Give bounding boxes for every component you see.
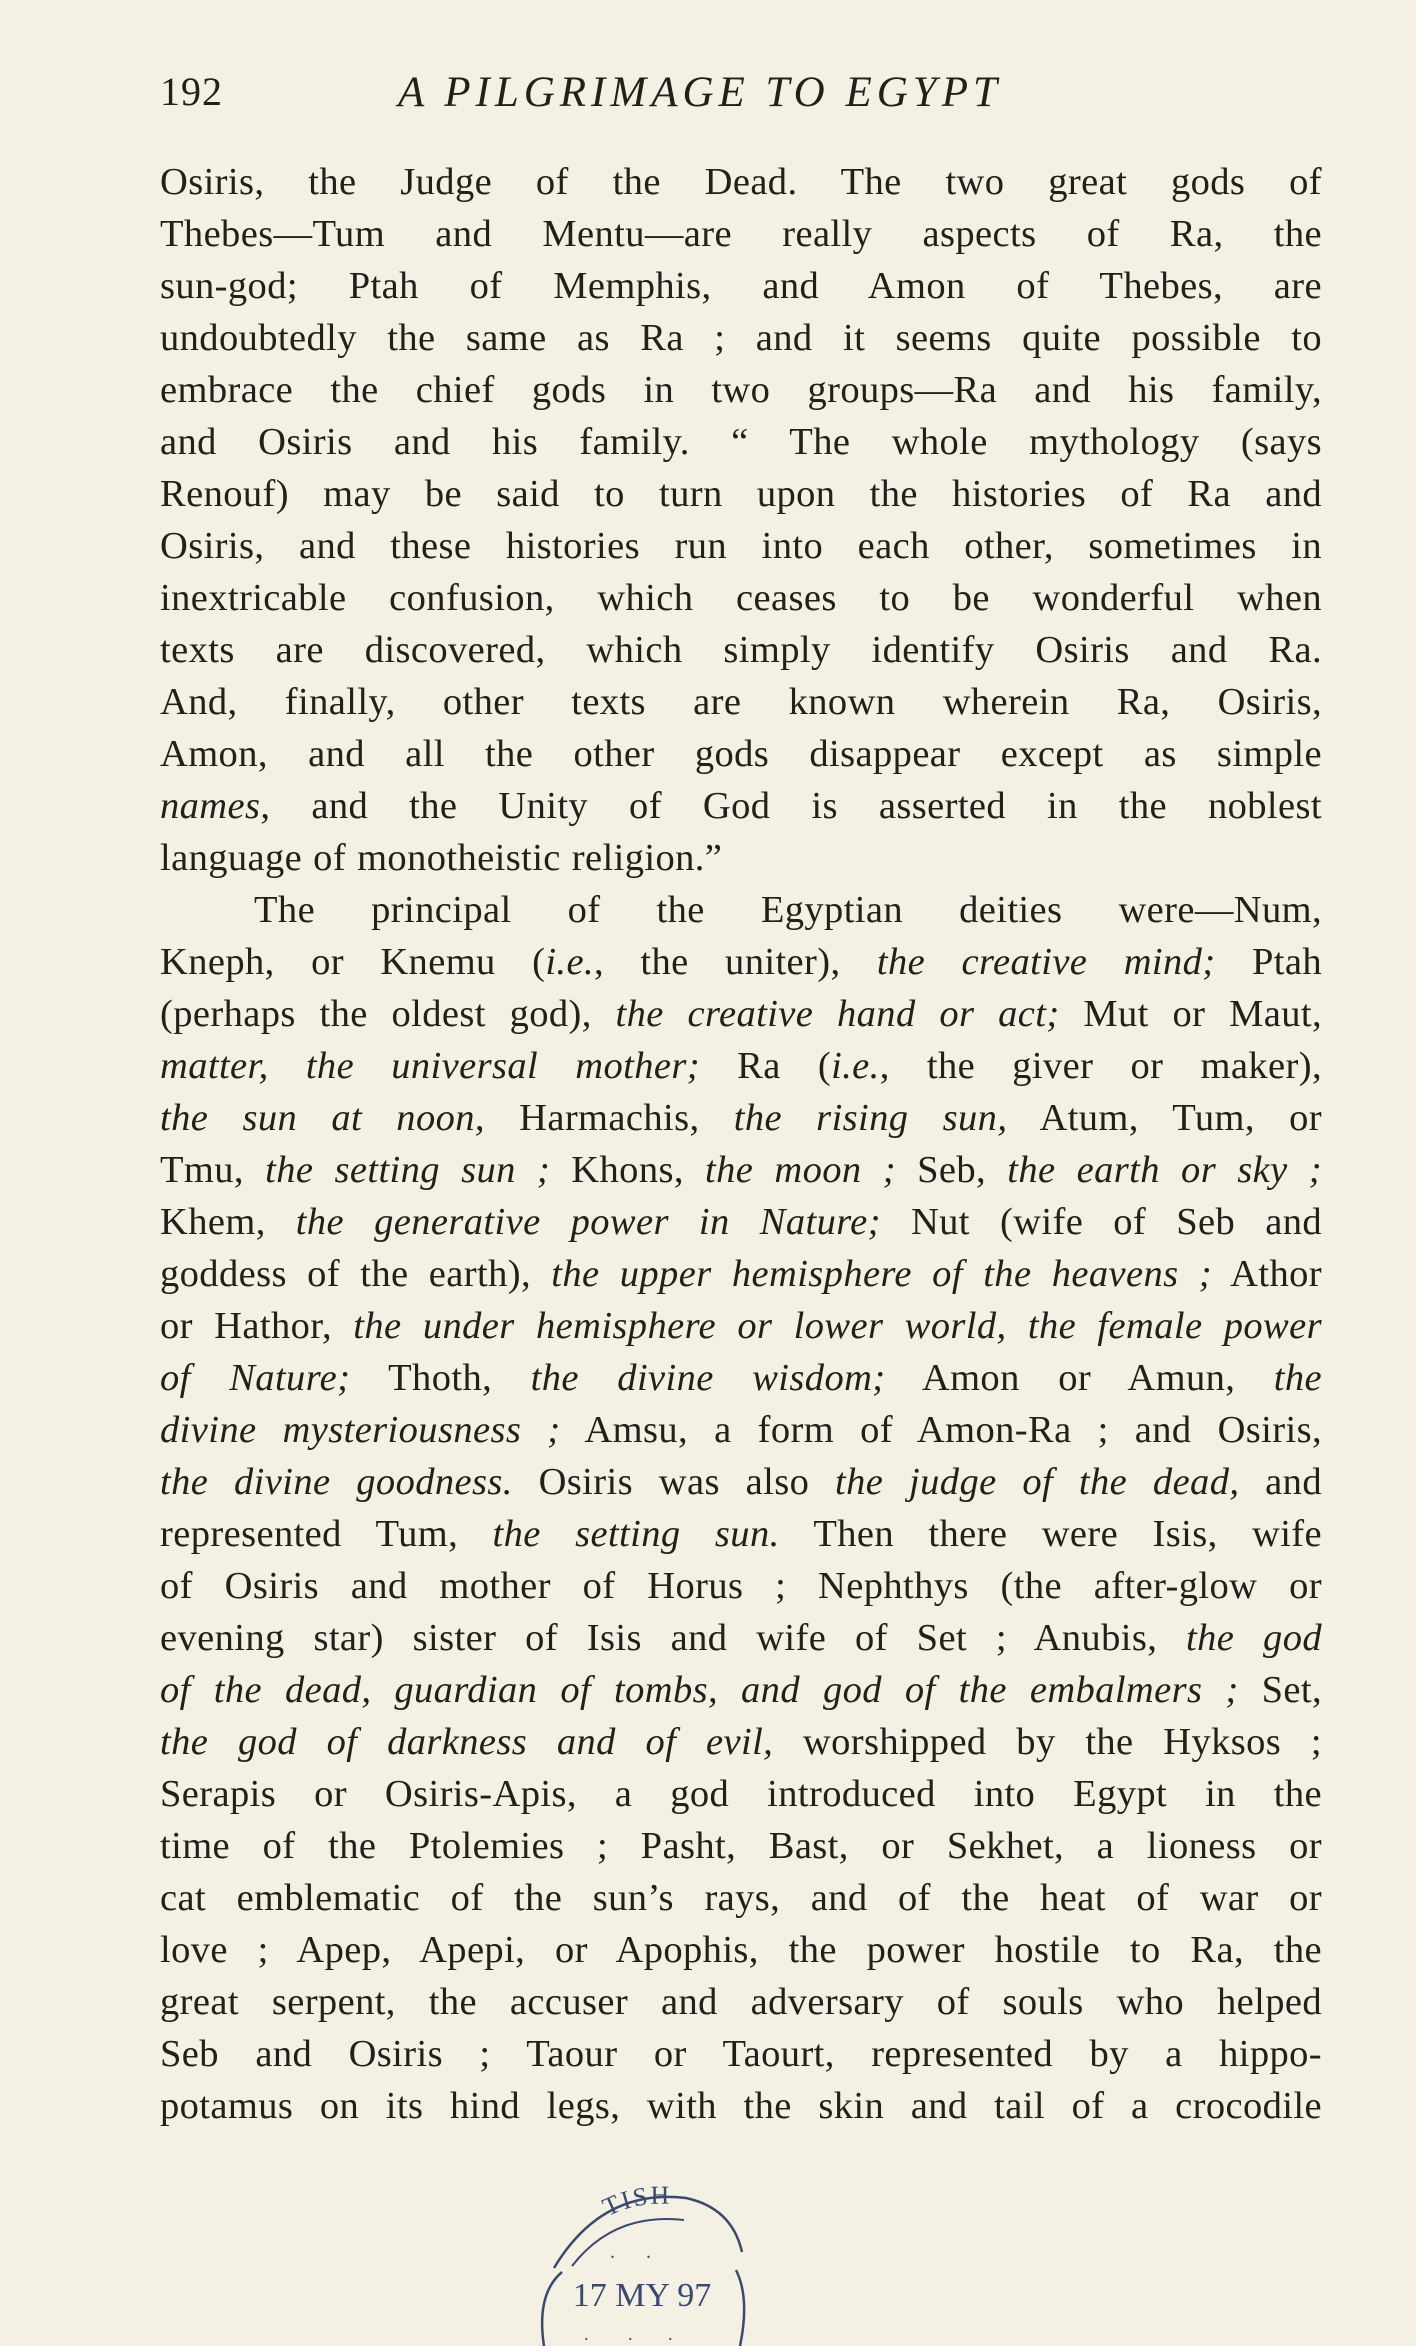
text-line [160, 1196, 1322, 1248]
italic-phrase: divine mysteriousness ; [160, 1409, 561, 1451]
library-stamp [528, 2186, 756, 2346]
italic-phrase: the moon ; [705, 1149, 896, 1191]
text-line: Osiris, and these histories run into each other, sometimes in [160, 525, 1322, 567]
text-segment: Mut or Maut, [1059, 993, 1322, 1035]
text-segment: Khem, [160, 1201, 296, 1243]
text-segment: Ra ( [699, 1045, 832, 1087]
italic-phrase: the divine wisdom; [530, 1357, 886, 1399]
italic-phrase: the generative power in Nature; [295, 1201, 881, 1243]
text-line: Renouf) may be said to turn upon the histories of Ra and [160, 473, 1322, 515]
text-line: Thebes—Tum and Mentu—are really aspects of Ra, the [160, 213, 1322, 255]
stamp-date: 17 MY 97 [572, 2277, 712, 2314]
italic-phrase: the under hemisphere or lower world, the female power [353, 1305, 1322, 1347]
running-head [160, 68, 1320, 128]
text-line [160, 1508, 1322, 1560]
text-segment: (perhaps the oldest god), [160, 993, 616, 1035]
text-segment: , the giver or maker), [879, 1045, 1322, 1087]
stamp-right-edge [736, 2270, 744, 2346]
text-line [160, 1300, 1322, 1352]
text-segment: represented Tum, [160, 1513, 493, 1555]
stamp-dot: . [668, 2324, 673, 2344]
text-segment: Osiris was also [512, 1461, 836, 1503]
text-line: inextricable confusion, which ceases to be wonderful when [160, 577, 1322, 619]
text-segment: Amsu, a form of Amon-Ra ; and Osiris, [560, 1409, 1322, 1451]
text-line: Serapis or Osiris-Apis, a god introduced into Egypt in the [160, 1773, 1322, 1815]
italic-phrase: the [1273, 1357, 1322, 1399]
text-line [160, 988, 1322, 1040]
text-line: embrace the chief gods in two groups—Ra and his family, [160, 369, 1322, 411]
stamp-graphic [528, 2186, 756, 2346]
italic-phrase: the earth or sky ; [1007, 1149, 1322, 1191]
text-segment: or Hathor, [160, 1305, 354, 1347]
text-line: of Osiris and mother of Horus ; Nephthys (the after-glow or [160, 1565, 1322, 1607]
text-segment: Atum, Tum, or [1007, 1097, 1322, 1139]
text-segment: Nut (wife of Seb and [880, 1201, 1322, 1243]
text-segment: Then there were Isis, wife [779, 1513, 1322, 1555]
italic-phrase: the god of darkness and of evil, [160, 1721, 774, 1763]
text-line: sun-god; Ptah of Memphis, and Amon of Thebes, are [160, 265, 1322, 307]
text-segment: evening star) sister of Isis and wife of Set ; Anubis, [160, 1617, 1187, 1659]
text-line [160, 936, 1322, 988]
text-segment: Kneph, or Knemu ( [160, 941, 546, 983]
text-line: cat emblematic of the sun’s rays, and of the heat of war or [160, 1877, 1322, 1919]
text-segment: Set, [1238, 1669, 1322, 1711]
stamp-left-edge [542, 2272, 562, 2346]
stamp-dot: . [628, 2324, 633, 2344]
text-segment: Seb, [895, 1149, 1008, 1191]
text-line: texts are discovered, which simply identify Osiris and Ra. [160, 629, 1322, 671]
text-segment: Tmu, [160, 1149, 266, 1191]
text-segment: goddess of the earth), [160, 1253, 552, 1295]
text-line: and Osiris and his family. “ The whole mythology (says [160, 421, 1322, 463]
italic-phrase: the creative mind; [876, 941, 1216, 983]
text-segment: , the uniter), [593, 941, 877, 983]
stamp-arc-text: TISH [598, 2186, 672, 2222]
italic-phrase: i.e. [831, 1045, 880, 1087]
stamp-dot: . [584, 2324, 589, 2344]
text-line [160, 1092, 1322, 1144]
text-line [160, 1248, 1322, 1300]
italic-phrase: of the dead, guardian of tombs, and god of the embalmers ; [160, 1669, 1239, 1711]
text-line [160, 1404, 1322, 1456]
text-segment: Khons, [550, 1149, 706, 1191]
italic-phrase: i.e. [545, 941, 594, 983]
text-line: language of monotheistic religion.” [160, 837, 723, 879]
text-segment: Amon or Amun, [885, 1357, 1274, 1399]
italic-phrase: the rising sun, [733, 1097, 1008, 1139]
text-line [160, 780, 1322, 832]
italic-phrase: the sun at noon, [160, 1097, 485, 1139]
italic-phrase: the god [1186, 1617, 1323, 1659]
text-line: And, finally, other texts are known wherein Ra, Osiris, [160, 681, 1322, 723]
stamp-dot: . [610, 2241, 615, 2263]
text-line: The principal of the Egyptian deities were—Num, [254, 889, 1322, 931]
text-segment: and [1239, 1461, 1322, 1503]
text-line [160, 1612, 1322, 1664]
text-segment: Athor [1212, 1253, 1322, 1295]
text-line [160, 1040, 1322, 1092]
book-title: A PILGRIMAGE TO EGYPT [398, 69, 1002, 116]
body-text [160, 156, 1322, 2132]
text-line: undoubtedly the same as Ra ; and it seems quite possible to [160, 317, 1322, 359]
text-line [160, 1144, 1322, 1196]
italic-phrase: the judge of the dead, [835, 1461, 1240, 1503]
stamp-dot: . [646, 2241, 651, 2263]
italic-phrase: the divine goodness. [160, 1461, 513, 1503]
italic-phrase: matter, the universal mother; [160, 1045, 700, 1087]
text-line: great serpent, the accuser and adversary of souls who helped [160, 1981, 1322, 2023]
text-segment: Thoth, [350, 1357, 531, 1399]
text-line: Seb and Osiris ; Taour or Taourt, represented by a hippo- [160, 2033, 1322, 2075]
italic-phrase: the setting sun. [492, 1513, 780, 1555]
italic-phrase: of Nature; [160, 1357, 351, 1399]
text-line [160, 1716, 1322, 1768]
text-line [160, 1456, 1322, 1508]
page-number: 192 [160, 69, 223, 114]
text-line [160, 1664, 1322, 1716]
italic-phrase: the setting sun ; [265, 1149, 551, 1191]
text-line: potamus on its hind legs, with the skin and tail of a crocodile [160, 2085, 1322, 2127]
text-segment: Ptah [1215, 941, 1322, 983]
text-segment: , and the Unity of God is asserted in the noblest [260, 785, 1322, 827]
text-segment: Harmachis, [484, 1097, 734, 1139]
text-line: Osiris, the Judge of the Dead. The two great gods of [160, 161, 1322, 203]
text-line: time of the Ptolemies ; Pasht, Bast, or Sekhet, a lioness or [160, 1825, 1322, 1867]
italic-phrase: the upper hemisphere of the heavens ; [551, 1253, 1213, 1295]
text-line: Amon, and all the other gods disappear except as simple [160, 733, 1322, 775]
italic-phrase: the creative hand or act; [615, 993, 1060, 1035]
text-line [160, 1352, 1322, 1404]
text-line: love ; Apep, Apepi, or Apophis, the power hostile to Ra, the [160, 1929, 1322, 1971]
text-segment: worshipped by the Hyksos ; [773, 1721, 1323, 1763]
italic-phrase: names [160, 785, 261, 827]
